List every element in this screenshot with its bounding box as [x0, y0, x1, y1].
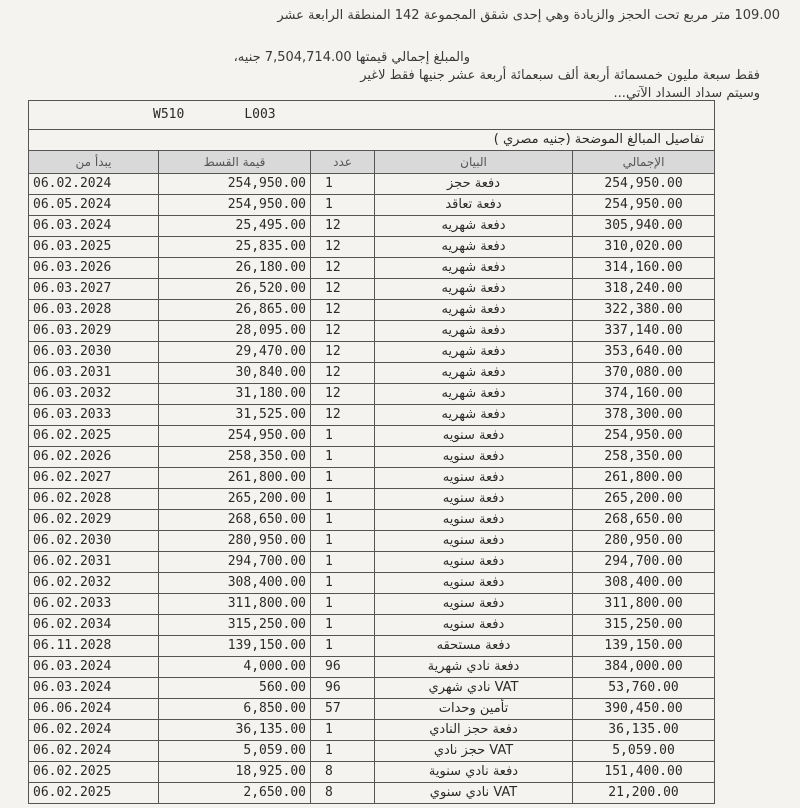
table-row: [29, 384, 715, 405]
document-header: [0, 0, 800, 100]
table-row: [29, 468, 715, 489]
installment-cell: 6,850.00: [159, 699, 311, 720]
total-cell: 254,950.00: [573, 195, 715, 216]
table-row: [29, 636, 715, 657]
table-row: [29, 699, 715, 720]
table-row: [29, 741, 715, 762]
installment-cell: 261,800.00: [159, 468, 311, 489]
description-cell: دفعة نادي سنوية: [375, 762, 573, 783]
total-cell: 384,000.00: [573, 657, 715, 678]
description-cell: دفعة سنويه: [375, 531, 573, 552]
count-cell: 1: [311, 720, 375, 741]
start-date-cell: 06.03.2032: [29, 384, 159, 405]
col-count: عدد: [311, 151, 375, 174]
count-cell: 1: [311, 615, 375, 636]
building-code: W510: [153, 107, 185, 122]
start-date-cell: 06.02.2029: [29, 510, 159, 531]
table-row: [29, 510, 715, 531]
total-cell: 310,020.00: [573, 237, 715, 258]
col-description: البيان: [375, 151, 573, 174]
start-date-cell: 06.03.2029: [29, 321, 159, 342]
description-cell: تأمين وحدات: [375, 699, 573, 720]
start-date-cell: 06.02.2026: [29, 447, 159, 468]
installment-cell: 31,180.00: [159, 384, 311, 405]
start-date-cell: 06.03.2025: [29, 237, 159, 258]
description-cell: دفعة سنويه: [375, 489, 573, 510]
description-cell: دفعة حجز النادي: [375, 720, 573, 741]
table-row: [29, 321, 715, 342]
count-cell: 12: [311, 216, 375, 237]
count-cell: 12: [311, 405, 375, 426]
start-date-cell: 06.03.2024: [29, 678, 159, 699]
total-cell: 390,450.00: [573, 699, 715, 720]
table-caption-row: [29, 130, 715, 151]
count-cell: 1: [311, 426, 375, 447]
description-cell: دفعة شهريه: [375, 279, 573, 300]
start-date-cell: 06.03.2027: [29, 279, 159, 300]
total-cell: 265,200.00: [573, 489, 715, 510]
count-cell: 1: [311, 741, 375, 762]
col-start-date: يبدأ من: [29, 151, 159, 174]
area-line: 109.00 متر مربع تحت الحجز والزيادة وهي إحدى شقق المجموعة 142 المنطقة الرابعة عشر: [277, 8, 780, 23]
installment-cell: 2,650.00: [159, 783, 311, 804]
total-cell: 21,200.00: [573, 783, 715, 804]
description-cell: دفعة سنويه: [375, 510, 573, 531]
description-cell: دفعة شهريه: [375, 363, 573, 384]
count-cell: 12: [311, 342, 375, 363]
count-cell: 8: [311, 783, 375, 804]
table-row: [29, 594, 715, 615]
total-cell: 139,150.00: [573, 636, 715, 657]
unit-code-row: [29, 101, 715, 130]
installment-cell: 26,520.00: [159, 279, 311, 300]
description-cell: دفعة سنويه: [375, 426, 573, 447]
total-cell: 311,800.00: [573, 594, 715, 615]
description-cell: دفعة شهريه: [375, 321, 573, 342]
total-cell: 315,250.00: [573, 615, 715, 636]
installment-cell: 25,495.00: [159, 216, 311, 237]
description-cell: دفعة حجز: [375, 174, 573, 195]
start-date-cell: 06.03.2026: [29, 258, 159, 279]
table-row: [29, 237, 715, 258]
table-row: [29, 363, 715, 384]
installment-cell: 308,400.00: [159, 573, 311, 594]
installment-cell: 254,950.00: [159, 195, 311, 216]
count-cell: 1: [311, 531, 375, 552]
table-row: [29, 783, 715, 804]
table-row: [29, 573, 715, 594]
description-cell: دفعة سنويه: [375, 447, 573, 468]
description-cell: VAT نادي شهري: [375, 678, 573, 699]
start-date-cell: 06.02.2031: [29, 552, 159, 573]
table-row: [29, 657, 715, 678]
count-cell: 1: [311, 573, 375, 594]
total-amount-line: والمبلغ إجمالي قيمتها 7,504,714.00 جنيه،: [233, 50, 470, 65]
count-cell: 96: [311, 678, 375, 699]
total-cell: 254,950.00: [573, 426, 715, 447]
start-date-cell: 06.02.2024: [29, 720, 159, 741]
count-cell: 1: [311, 195, 375, 216]
count-cell: 1: [311, 510, 375, 531]
count-cell: 12: [311, 321, 375, 342]
installment-cell: 5,059.00: [159, 741, 311, 762]
count-cell: 1: [311, 552, 375, 573]
description-cell: دفعة شهريه: [375, 216, 573, 237]
table-row: [29, 216, 715, 237]
installment-cell: 294,700.00: [159, 552, 311, 573]
description-cell: VAT نادي سنوي: [375, 783, 573, 804]
start-date-cell: 06.03.2030: [29, 342, 159, 363]
col-total: الإجمالي: [573, 151, 715, 174]
installment-cell: 139,150.00: [159, 636, 311, 657]
table-row: [29, 615, 715, 636]
start-date-cell: 06.02.2034: [29, 615, 159, 636]
start-date-cell: 06.02.2025: [29, 426, 159, 447]
count-cell: 12: [311, 363, 375, 384]
table-row: [29, 300, 715, 321]
description-cell: دفعة شهريه: [375, 237, 573, 258]
amount-in-words-line: فقط سبعة مليون خمسمائة أربعة ألف سبعمائة أربعة عشر جنيها فقط لاغير: [360, 68, 760, 83]
total-cell: 268,650.00: [573, 510, 715, 531]
count-cell: 8: [311, 762, 375, 783]
total-cell: 374,160.00: [573, 384, 715, 405]
total-cell: 280,950.00: [573, 531, 715, 552]
installment-cell: 25,835.00: [159, 237, 311, 258]
installment-cell: 268,650.00: [159, 510, 311, 531]
total-cell: 305,940.00: [573, 216, 715, 237]
installment-cell: 4,000.00: [159, 657, 311, 678]
count-cell: 1: [311, 636, 375, 657]
count-cell: 1: [311, 489, 375, 510]
start-date-cell: 06.02.2024: [29, 174, 159, 195]
count-cell: 96: [311, 657, 375, 678]
count-cell: 1: [311, 468, 375, 489]
count-cell: 12: [311, 279, 375, 300]
installment-cell: 265,200.00: [159, 489, 311, 510]
total-cell: 258,350.00: [573, 447, 715, 468]
start-date-cell: 06.02.2025: [29, 783, 159, 804]
table-row: [29, 342, 715, 363]
table-row: [29, 531, 715, 552]
total-cell: 322,380.00: [573, 300, 715, 321]
description-cell: دفعة سنويه: [375, 552, 573, 573]
total-cell: 314,160.00: [573, 258, 715, 279]
start-date-cell: 06.03.2024: [29, 657, 159, 678]
unit-code: L003: [244, 107, 276, 122]
installment-cell: 26,180.00: [159, 258, 311, 279]
installment-cell: 29,470.00: [159, 342, 311, 363]
start-date-cell: 06.03.2024: [29, 216, 159, 237]
total-cell: 337,140.00: [573, 321, 715, 342]
table-row: [29, 174, 715, 195]
description-cell: دفعة سنويه: [375, 594, 573, 615]
total-cell: 5,059.00: [573, 741, 715, 762]
payment-schedule-table: [28, 100, 715, 804]
description-cell: دفعة سنويه: [375, 573, 573, 594]
installment-cell: 254,950.00: [159, 426, 311, 447]
start-date-cell: 06.02.2032: [29, 573, 159, 594]
description-cell: دفعة شهريه: [375, 384, 573, 405]
table-row: [29, 447, 715, 468]
description-cell: دفعة شهريه: [375, 258, 573, 279]
col-installment: قيمة القسط: [159, 151, 311, 174]
installment-cell: 280,950.00: [159, 531, 311, 552]
total-cell: 53,760.00: [573, 678, 715, 699]
table-row: [29, 258, 715, 279]
start-date-cell: 06.06.2024: [29, 699, 159, 720]
start-date-cell: 06.03.2031: [29, 363, 159, 384]
payment-schedule-line: وسيتم سداد السداد الآتي...: [613, 86, 760, 101]
start-date-cell: 06.02.2028: [29, 489, 159, 510]
start-date-cell: 06.02.2033: [29, 594, 159, 615]
total-cell: 308,400.00: [573, 573, 715, 594]
description-cell: دفعة نادي شهرية: [375, 657, 573, 678]
total-cell: 353,640.00: [573, 342, 715, 363]
description-cell: دفعة شهريه: [375, 342, 573, 363]
count-cell: 12: [311, 237, 375, 258]
start-date-cell: 06.03.2028: [29, 300, 159, 321]
installment-cell: 311,800.00: [159, 594, 311, 615]
installment-cell: 30,840.00: [159, 363, 311, 384]
count-cell: 1: [311, 447, 375, 468]
installment-cell: 18,925.00: [159, 762, 311, 783]
total-cell: 261,800.00: [573, 468, 715, 489]
table-row: [29, 762, 715, 783]
table-row: [29, 678, 715, 699]
total-cell: 151,400.00: [573, 762, 715, 783]
count-cell: 12: [311, 258, 375, 279]
total-cell: 318,240.00: [573, 279, 715, 300]
start-date-cell: 06.02.2027: [29, 468, 159, 489]
description-cell: دفعة شهريه: [375, 405, 573, 426]
table-row: [29, 279, 715, 300]
description-cell: دفعة شهريه: [375, 300, 573, 321]
description-cell: دفعة تعاقد: [375, 195, 573, 216]
table-row: [29, 426, 715, 447]
start-date-cell: 06.05.2024: [29, 195, 159, 216]
start-date-cell: 06.11.2028: [29, 636, 159, 657]
count-cell: 57: [311, 699, 375, 720]
count-cell: 1: [311, 594, 375, 615]
start-date-cell: 06.02.2024: [29, 741, 159, 762]
total-cell: 370,080.00: [573, 363, 715, 384]
description-cell: VAT حجز نادي: [375, 741, 573, 762]
start-date-cell: 06.03.2033: [29, 405, 159, 426]
description-cell: دفعة سنويه: [375, 468, 573, 489]
installment-cell: 315,250.00: [159, 615, 311, 636]
total-cell: 294,700.00: [573, 552, 715, 573]
installment-cell: 258,350.00: [159, 447, 311, 468]
start-date-cell: 06.02.2030: [29, 531, 159, 552]
count-cell: 1: [311, 174, 375, 195]
table-row: [29, 195, 715, 216]
table-row: [29, 720, 715, 741]
total-cell: 36,135.00: [573, 720, 715, 741]
installment-cell: 560.00: [159, 678, 311, 699]
table-header-row: [29, 151, 715, 174]
start-date-cell: 06.02.2025: [29, 762, 159, 783]
installment-cell: 254,950.00: [159, 174, 311, 195]
table-row: [29, 552, 715, 573]
installment-cell: 36,135.00: [159, 720, 311, 741]
total-cell: 254,950.00: [573, 174, 715, 195]
count-cell: 12: [311, 300, 375, 321]
description-cell: دفعة مستحقه: [375, 636, 573, 657]
description-cell: دفعة سنويه: [375, 615, 573, 636]
table-caption: تفاصيل المبالغ الموضحة (جنيه مصري ): [29, 130, 715, 151]
installment-cell: 28,095.00: [159, 321, 311, 342]
installment-cell: 26,865.00: [159, 300, 311, 321]
table-row: [29, 489, 715, 510]
count-cell: 12: [311, 384, 375, 405]
installment-cell: 31,525.00: [159, 405, 311, 426]
table-row: [29, 405, 715, 426]
total-cell: 378,300.00: [573, 405, 715, 426]
